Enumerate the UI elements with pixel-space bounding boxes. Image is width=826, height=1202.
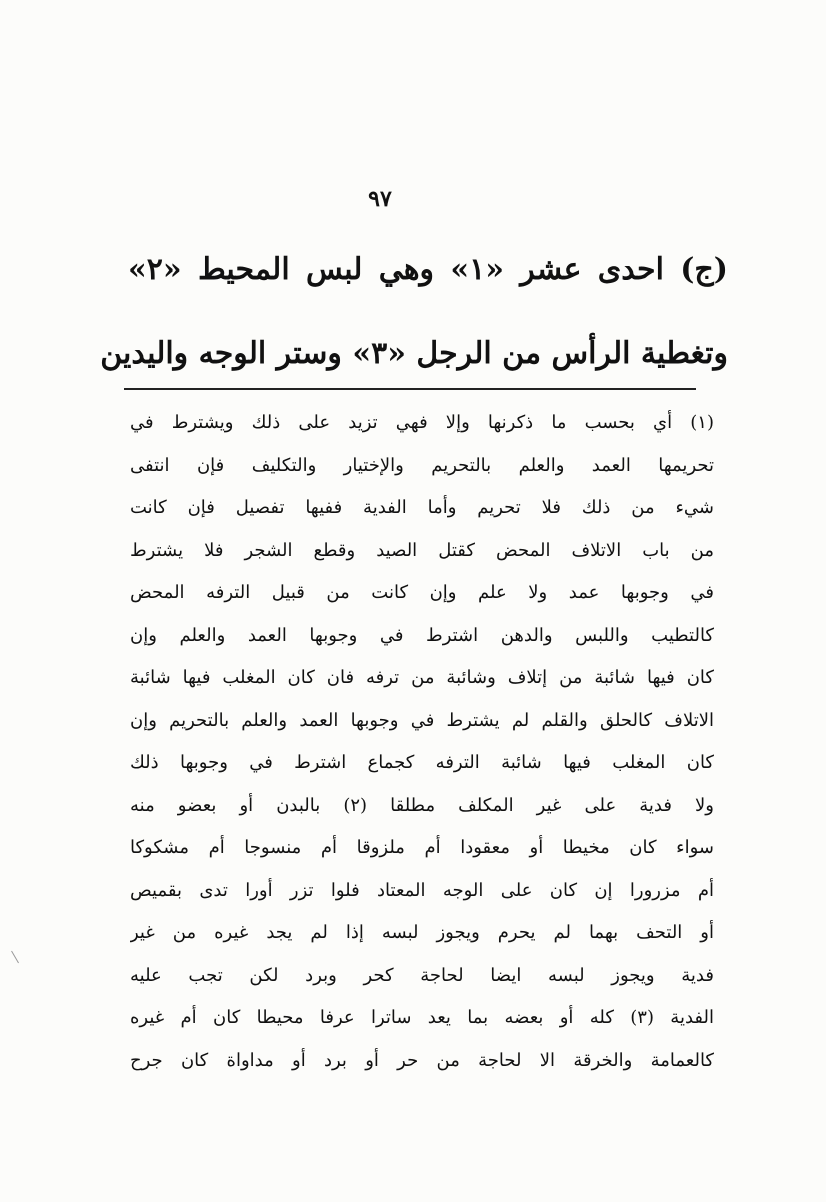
footnote-line: تحريمها العمد والعلم بالتحريم والإختيار والتكليف فإن انتفى: [130, 454, 714, 476]
footnote-line: كان المغلب فيها شائبة الترفه كجماع اشترط في وجوبها ذلك: [130, 752, 714, 773]
footnote-line: من باب الاتلاف المحض كقتل الصيد وقطع الشجر فلا يشترط: [130, 539, 714, 561]
footnote-line: ولا فدية على غير المكلف مطلقا (٢) بالبدن أو بعضو منه: [130, 794, 714, 816]
footnote-line: أم مزرورا إن كان على الوجه المعتاد فلوا تزر أورا تدى بقميص: [130, 879, 714, 901]
heading-line-1: (ج) احدى عشر «١» وهي لبس المحيط «٢»: [128, 252, 728, 287]
scan-mark: [11, 947, 26, 964]
footnote-line: كان فيها شائبة من إتلاف وشائبة من ترفه فان كان المغلب فيها شائبة: [130, 667, 714, 688]
page-number: ٩٧: [368, 186, 392, 212]
footnote-separator: [124, 388, 696, 390]
footnote-line: فدية ويجوز لبسه ايضا لحاجة كحر وبرد لكن تجب عليه: [130, 964, 714, 986]
footnote-line: الفدية (٣) كله أو بعضه بما يعد ساترا عرفا محيطا كان أم غيره: [130, 1007, 714, 1028]
footnotes: [130, 402, 714, 1082]
footnote-line: سواء كان مخيطا أو معقودا أم ملزوقا أم منسوجا أم مشكوكا: [130, 837, 714, 858]
heading-line-2: وتغطية الرأس من الرجل «٣» وستر الوجه واليدين: [100, 336, 728, 371]
footnote-line: (١) أي بحسب ما ذكرنها وإلا فهي تزيد على ذلك ويشترط في: [130, 412, 714, 433]
footnote-line: في وجوبها عمد ولا علم وإن كانت من قبيل الترفه المحض: [130, 582, 714, 603]
footnote-line: أو التحف بهما لم يحرم ويجوز لبسه إذا لم يجد غيره من غير: [130, 922, 714, 943]
footnote-line: كالتطيب واللبس والدهن اشترط في وجوبها العمد والعلم وإن: [130, 624, 714, 646]
footnote-line: كالعمامة والخرقة الا لحاجة من حر أو برد أو مداواة كان جرح: [130, 1049, 714, 1071]
footnote-line: الاتلاف كالحلق والقلم لم يشترط في وجوبها العمد والعلم بالتحريم وإن: [130, 709, 714, 731]
footnote-line: شيء من ذلك فلا تحريم وأما الفدية ففيها تفصيل فإن كانت: [130, 497, 714, 518]
